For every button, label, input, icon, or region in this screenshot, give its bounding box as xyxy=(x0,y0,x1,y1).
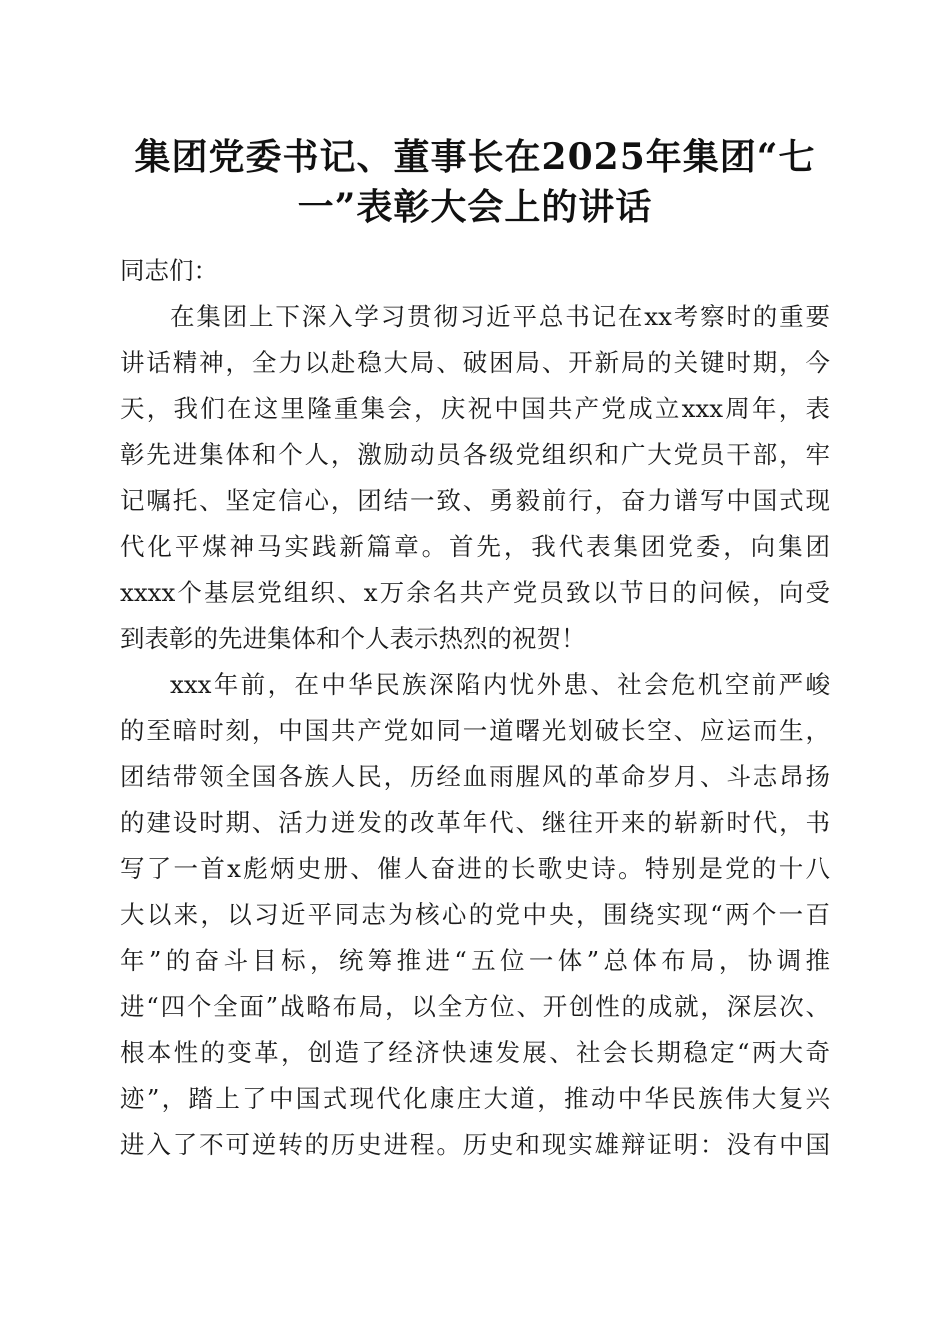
text-line: 到表彰的先进集体和个人表示热烈的祝贺！ xyxy=(120,624,586,653)
document-body xyxy=(120,248,830,1168)
text-line: 写了一首x彪炳史册、催人奋进的长歌史诗。特别是党的十八 xyxy=(120,854,830,883)
text-line: 团结带领全国各族人民，历经血雨腥风的革命岁月、斗志昂扬 xyxy=(120,762,830,791)
text-line: 根本性的变革，创造了经济快速发展、社会长期稳定“两大奇 xyxy=(120,1038,830,1067)
text-line: 迹”，踏上了中国式现代化康庄大道，推动中华民族伟大复兴 xyxy=(120,1084,830,1113)
text-line: 记嘱托、坚定信心，团结一致、勇毅前行，奋力谱写中国式现 xyxy=(120,486,830,515)
text-line: 彰先进集体和个人，激励动员各级党组织和广大党员干部，牢 xyxy=(120,440,830,469)
text-line: 讲话精神，全力以赴稳大局、破困局、开新局的关键时期，今 xyxy=(120,348,830,377)
page-title xyxy=(120,132,830,232)
text-line: 的建设时期、活力迸发的改革年代、继往开来的崭新时代，书 xyxy=(120,808,830,837)
paragraph xyxy=(120,294,830,662)
paragraph xyxy=(120,662,830,1168)
title-line: 一”表彰大会上的讲话 xyxy=(297,186,653,228)
text-line: 进“四个全面”战略布局，以全方位、开创性的成就，深层次、 xyxy=(120,992,830,1021)
text-line: 代化平煤神马实践新篇章。首先，我代表集团党委，向集团 xyxy=(120,532,830,561)
text-line: 在集团上下深入学习贯彻习近平总书记在xx考察时的重要 xyxy=(170,302,830,331)
text-line: 大以来，以习近平同志为核心的党中央，围绕实现“两个一百 xyxy=(120,900,830,929)
text-line: 进入了不可逆转的历史进程。历史和现实雄辩证明：没有中国 xyxy=(120,1130,830,1159)
text-line: xxxx个基层党组织、x万余名共产党员致以节日的问候，向受 xyxy=(120,578,830,607)
text-line: 年”的奋斗目标，统筹推进“五位一体”总体布局，协调推 xyxy=(120,946,830,975)
title-line: 集团党委书记、董事长在2025年集团“七 xyxy=(134,136,816,178)
greeting: 同志们： xyxy=(120,256,218,285)
text-line: xxx年前，在中华民族深陷内忧外患、社会危机空前严峻 xyxy=(170,670,830,699)
text-line: 天，我们在这里隆重集会，庆祝中国共产党成立xxx周年，表 xyxy=(120,394,830,423)
text-line: 的至暗时刻，中国共产党如同一道曙光划破长空、应运而生， xyxy=(120,716,830,745)
